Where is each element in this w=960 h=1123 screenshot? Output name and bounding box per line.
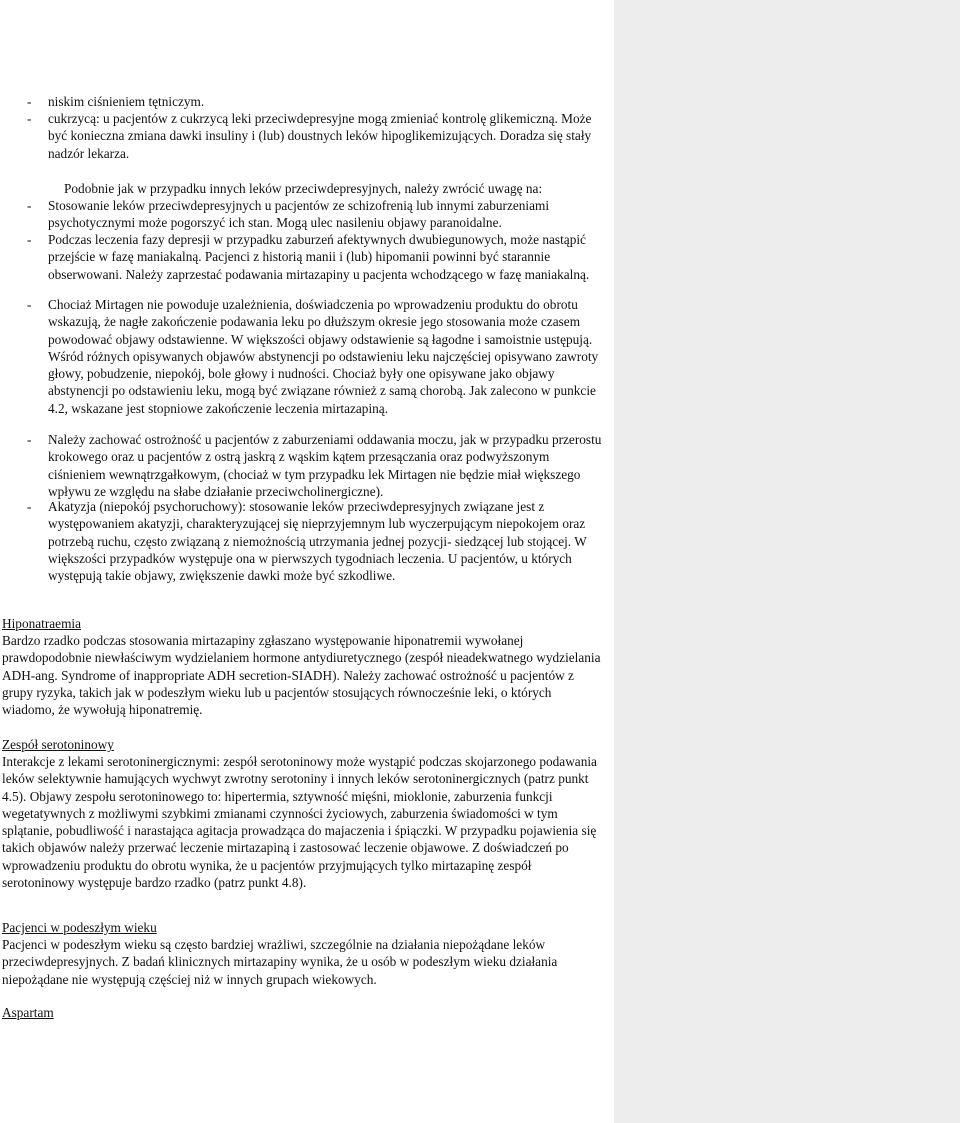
- section-heading: Aspartam: [2, 1005, 54, 1020]
- list-item-text: cukrzycą: u pacjentów z cukrzycą leki przeciwdepresyjne mogą zmieniać kontrolę glikemiczną. Może być konieczna zmiana dawki insuliny i (lub) doustnych leków hipoglikemizujących. Doradza się stały nadzór lekarza.: [48, 111, 592, 161]
- bullet-marker: -: [27, 111, 32, 126]
- list-item-text: Akatyzja (niepokój psychoruchowy): stosowanie leków przeciwdepresyjnych związane jest z występowaniem akatyzji, charakteryzującej się nieprzyjemnym lub wyczerpującym niepokojem oraz potrzebą ruchu, często związaną z niemożnością utrzymania jednej pozycji- siedzącej lub stojącej. W większości przypadków występuje ona w pierwszych tygodniach leczenia. U pacjentów, u których występują takie objawy, zwiększenie dawki może być szkodliwe.: [48, 499, 587, 584]
- list-item-text: Stosowanie leków przeciwdepresyjnych u pacjentów ze schizofrenią lub innymi zaburzeniami psychotycznymi może pogorszyć ich stan. Mogą ulec nasileniu objawy paranoidalne.: [48, 198, 550, 231]
- bullet-marker: -: [27, 432, 32, 447]
- bullet-marker: -: [27, 297, 32, 312]
- intro-paragraph: Podobnie jak w przypadku innych leków przeciwdepresyjnych, należy zwrócić uwagę na:: [64, 181, 543, 196]
- section-heading: Hiponatraemia: [2, 616, 82, 631]
- list-item-text: Należy zachować ostrożność u pacjentów z zaburzeniami oddawania moczu, jak w przypadku przerostu krokowego oraz u pacjentów z ostrą jaskrą z wąskim kątem przesączania oraz podwyższonym ciśnieniem wewnątrzgałkowym, (chociaż w tym przypadku lek Mirtagen nie będzie miał większego wpływu ze względu na słabe działanie przeciwcholinergiczne).: [48, 432, 602, 499]
- bullet-marker: -: [27, 232, 32, 247]
- list-item-text: Podczas leczenia fazy depresji w przypadku zaburzeń afektywnych dwubiegunowych, może nastąpić przejście w fazę maniakalną. Pacjenci z historią manii i (lub) hipomanii powinni być starannie obserwowani. Należy zaprzestać podawania mirtazapiny u pacjenta wchodzącego w fazę maniakalną.: [48, 232, 590, 282]
- section-body: Interakcje z lekami serotoninergicznymi: zespół serotoninowy może wystąpić podczas skojarzonego podawania leków selektywnie hamujących wychwyt zwrotny serotoniny i innych leków serotoninergicznych (patrz punkt 4.5). Objawy zespołu serotoninowego to: hipertermia, sztywność mięśni, mioklonie, zaburzenia funkcji wegetatywnych z możliwymi szybkimi zmianami czynności życiowych, zaburzenia świadomości w tym splątanie, pobudliwość i narastająca agitacja prowadząca do majaczenia i śpiączki. W przypadku pojawienia się takich objawów należy przerwać leczenie mirtazapiną i zastosować leczenie objawowe. Z doświadczeń po wprowadzeniu produktu do obrotu wynika, że u pacjentów przyjmujących tylko mirtazapinę zespół serotoninowy występuje bardzo rzadko (patrz punkt 4.8).: [2, 754, 597, 891]
- list-item-text: niskim ciśnieniem tętniczym.: [48, 94, 205, 109]
- section-heading: Zespół serotoninowy: [2, 737, 114, 752]
- bullet-marker: -: [27, 499, 32, 514]
- section-body: Pacjenci w podeszłym wieku są często bardziej wrażliwi, szczególnie na działania niepożądane leków przeciwdepresyjnych. Z badań klinicznych mirtazapiny wynika, że u osób w podeszłym wieku działania niepożądane nie występują częściej niż w innych grupach wiekowych.: [2, 937, 558, 987]
- section-body: Bardzo rzadko podczas stosowania mirtazapiny zgłaszano występowanie hiponatremii wywołanej prawdopodobnie niewłaściwym wydzielaniem hormone antydiuretycznego (zespół nieadekwatnego wydzielania ADH-ang. Syndrome of inappropriate ADH secretion-SIADH). Należy zachować ostrożność u pacjentów z grupy ryzyka, takich jak w podeszłym wieku lub u pacjentów stosujących równocześnie leki, o których wiadomo, że wywołują hiponatremię.: [2, 633, 601, 718]
- page-margin-panel: [614, 0, 960, 1123]
- list-item-text: Chociaż Mirtagen nie powoduje uzależnienia, doświadczenia po wprowadzeniu produktu do obrotu wskazują, że nagłe zakończenie podawania leku po dłuższym okresie jego stosowania może czasem powodować objawy odstawienne. W większości objawy odstawienie są łagodne i samoistnie ustępują. Wśród różnych opisywanych objawów abstynencji po odstawieniu leku najczęściej opisywano zawroty głowy, pobudzenie, niepokój, bole głowy i nudności. Chociaż były one opisywane jako objawy abstynencji po odstawieniu leku, mogą być związane również z samą chorobą. Jak zalecono w punkcie 4.2, wskazane jest stopniowe zakończenie leczenia mirtazapiną.: [48, 297, 599, 416]
- bullet-marker: -: [27, 94, 32, 109]
- bullet-marker: -: [27, 198, 32, 213]
- section-heading: Pacjenci w podeszłym wieku: [2, 920, 157, 935]
